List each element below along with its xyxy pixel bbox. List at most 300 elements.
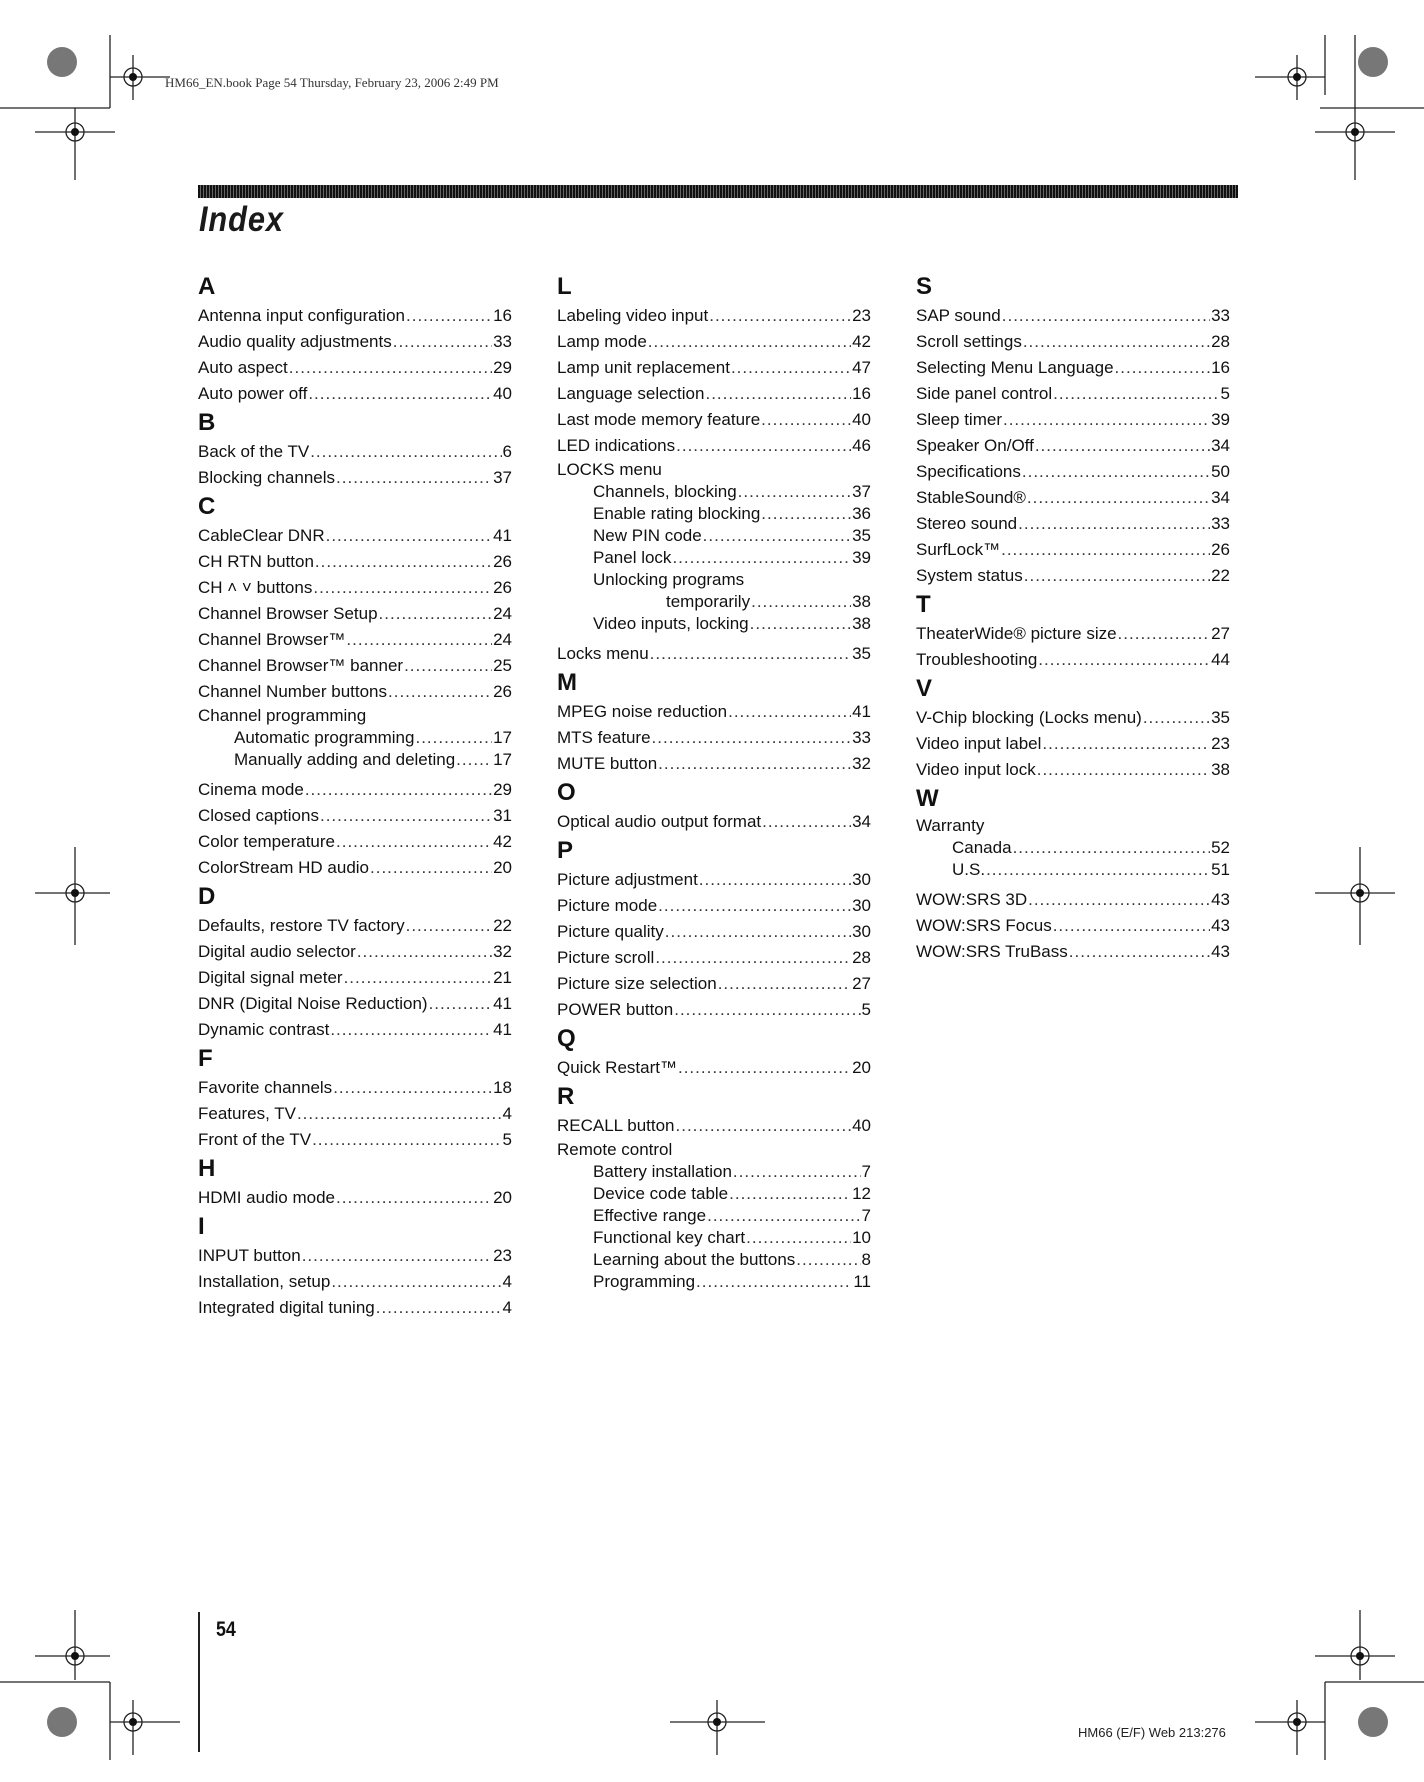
entry-page: 34: [852, 812, 871, 831]
entry-page: 5: [1220, 384, 1230, 403]
dot-leader: [762, 809, 851, 835]
dot-leader: [705, 381, 851, 407]
entry-page: 41: [493, 526, 512, 545]
index-entry: [916, 621, 1230, 647]
entry-text: Defaults, restore TV factory: [198, 916, 405, 935]
entry-text: Automatic programming: [234, 728, 415, 747]
entry-text: Picture size selection: [557, 974, 717, 993]
dot-leader: [761, 503, 851, 525]
entry-text: Installation, setup: [198, 1272, 331, 1291]
entry-page: 30: [852, 870, 871, 889]
index-entry: [198, 1295, 512, 1321]
index-entry: [916, 563, 1230, 589]
section-letter: V: [916, 675, 933, 702]
index-entry: [557, 893, 871, 919]
entry-page: 35: [1211, 708, 1230, 727]
dot-leader: [376, 1295, 502, 1321]
section-letter: O: [557, 779, 576, 806]
dot-leader: [1118, 621, 1211, 647]
dot-leader: [289, 355, 492, 381]
entry-page: 43: [1211, 890, 1230, 909]
entry-text: New PIN code: [593, 526, 702, 545]
dot-leader: [305, 777, 492, 803]
index-entry: [557, 945, 871, 971]
entry-page: 37: [493, 468, 512, 487]
entry-text: temporarily: [666, 592, 751, 611]
dot-leader: [336, 1185, 492, 1211]
index-subentry: [557, 569, 871, 591]
dot-leader: [346, 627, 492, 653]
entry-page: 33: [1211, 514, 1230, 533]
entry-page: 25: [493, 656, 512, 675]
entry-page: 44: [1211, 650, 1230, 669]
index-column-2: [557, 271, 871, 1299]
entry-text: Video input lock: [916, 760, 1036, 779]
entry-page: 4: [502, 1298, 512, 1317]
dot-leader: [648, 329, 851, 355]
section-letter: T: [916, 591, 931, 618]
index-entry: [557, 381, 871, 407]
entry-page: 17: [493, 728, 512, 747]
entry-page: 4: [502, 1104, 512, 1123]
entry-text: Video inputs, locking: [593, 614, 749, 633]
entry-page: 39: [1211, 410, 1230, 429]
entry-page: 20: [493, 858, 512, 877]
entry-text: Integrated digital tuning: [198, 1298, 375, 1317]
index-entry: [198, 1185, 512, 1211]
index-entry: [557, 1113, 871, 1139]
index-subentry: [557, 525, 871, 547]
index-subentry: [557, 1183, 871, 1205]
index-entry: [916, 355, 1230, 381]
print-header: HM66_EN.book Page 54 Thursday, February 23, 2006 2:49 PM: [165, 75, 499, 90]
entry-text: U.S.: [952, 860, 986, 879]
entry-text: MTS feature: [557, 728, 651, 747]
dot-leader: [655, 945, 851, 971]
index-subentry: [557, 1205, 871, 1227]
index-entry: [557, 1055, 871, 1081]
dot-leader: [652, 725, 852, 751]
entry-text: Troubleshooting: [916, 650, 1038, 669]
index-column-1: [198, 271, 512, 1321]
entry-page: 43: [1211, 916, 1230, 935]
index-entry: [198, 523, 512, 549]
index-subentry: [557, 1161, 871, 1183]
index-entry: [557, 751, 871, 777]
entry-page: 18: [493, 1078, 512, 1097]
section-letter: H: [198, 1155, 216, 1182]
entry-page: 35: [852, 526, 871, 545]
entry-page: 27: [852, 974, 871, 993]
index-subentry: [557, 503, 871, 525]
entry-text: Blocking channels: [198, 468, 336, 487]
entry-text: System status: [916, 566, 1023, 585]
entry-page: 47: [852, 358, 871, 377]
index-entry: [198, 777, 512, 803]
entry-text: Functional key chart: [593, 1228, 746, 1247]
entry-text: Last mode memory feature: [557, 410, 761, 429]
section-letter: B: [198, 409, 216, 436]
index-entry: [916, 381, 1230, 407]
index-entry: [198, 439, 512, 465]
index-entry: [916, 407, 1230, 433]
entry-page: 29: [493, 780, 512, 799]
dot-leader: [393, 329, 492, 355]
entry-text: Channel Browser™: [198, 630, 346, 649]
index-column-3: [916, 271, 1230, 965]
entry-text: Digital signal meter: [198, 968, 343, 987]
entry-page: 41: [852, 702, 871, 721]
dot-leader: [676, 433, 851, 459]
dot-leader: [699, 867, 851, 893]
entry-text: Optical audio output format: [557, 812, 762, 831]
entry-page: 26: [493, 578, 512, 597]
entry-text: Selecting Menu Language: [916, 358, 1114, 377]
entry-page: 32: [493, 942, 512, 961]
entry-page: 38: [1211, 760, 1230, 779]
entry-text: Learning about the buttons: [593, 1250, 796, 1269]
index-entry: [198, 627, 512, 653]
entry-page: 21: [493, 968, 512, 987]
index-subentry: [557, 1249, 871, 1271]
index-entry: [198, 939, 512, 965]
entry-text: WOW:SRS Focus: [916, 916, 1052, 935]
entry-text: Canada: [952, 838, 1012, 857]
entry-text: Channel Number buttons: [198, 682, 388, 701]
index-subentry: [198, 727, 512, 749]
index-entry: [916, 537, 1230, 563]
dot-leader: [678, 1055, 851, 1081]
entry-text: Auto power off: [198, 384, 308, 403]
dot-leader: [429, 991, 493, 1017]
dot-leader: [658, 751, 851, 777]
index-entry: [916, 433, 1230, 459]
dot-leader: [1027, 485, 1210, 511]
section-letter: W: [916, 785, 939, 812]
entry-text: Audio quality adjustments: [198, 332, 392, 351]
dot-leader: [357, 939, 492, 965]
dot-leader: [1023, 329, 1210, 355]
entry-text: Picture adjustment: [557, 870, 698, 889]
index-entry: [198, 1127, 512, 1153]
entry-text: V-Chip blocking (Locks menu): [916, 708, 1142, 727]
entry-text: INPUT button: [198, 1246, 301, 1265]
dot-leader: [336, 829, 492, 855]
dot-leader: [1024, 563, 1210, 589]
entry-page: 38: [852, 592, 871, 611]
entry-text: Auto aspect: [198, 358, 288, 377]
entry-text: Device code table: [593, 1184, 729, 1203]
index-entry: [198, 355, 512, 381]
page-title: Index: [199, 200, 284, 239]
entry-page: 10: [852, 1228, 871, 1247]
entry-text: Stereo sound: [916, 514, 1018, 533]
entry-text: Specifications: [916, 462, 1021, 481]
dot-leader: [1022, 459, 1210, 485]
index-entry-heading: Warranty: [916, 816, 985, 835]
entry-text: Channel Browser™ banner: [198, 656, 404, 675]
entry-text: Channel Browser Setup: [198, 604, 378, 623]
entry-page: 43: [1211, 942, 1230, 961]
entry-text: Cinema mode: [198, 780, 304, 799]
dot-leader: [406, 303, 492, 329]
entry-page: 36: [852, 504, 871, 523]
dot-leader: [388, 679, 492, 705]
entry-page: 42: [493, 832, 512, 851]
entry-text: Antenna input configuration: [198, 306, 405, 325]
dot-leader: [1013, 837, 1211, 859]
entry-page: 37: [852, 482, 871, 501]
entry-page: 34: [1211, 488, 1230, 507]
index-entry: [916, 913, 1230, 939]
entry-page: 35: [852, 644, 871, 663]
entry-page: 24: [493, 604, 512, 623]
entry-page: 26: [493, 552, 512, 571]
entry-page: 40: [852, 410, 871, 429]
entry-page: 42: [852, 332, 871, 351]
index-entry: [198, 549, 512, 575]
entry-text: RECALL button: [557, 1116, 675, 1135]
dot-leader: [1038, 647, 1210, 673]
dot-leader: [1143, 705, 1210, 731]
entry-page: 31: [493, 806, 512, 825]
entry-text: Programming: [593, 1272, 696, 1291]
entry-text: Channels, blocking: [593, 482, 737, 501]
entry-page: 41: [493, 1020, 512, 1039]
entry-text: ColorStream HD audio: [198, 858, 370, 877]
dot-leader: [709, 303, 851, 329]
dot-leader: [751, 591, 851, 613]
dot-leader: [733, 1161, 861, 1183]
entry-text: DNR (Digital Noise Reduction): [198, 994, 428, 1013]
entry-text: Color temperature: [198, 832, 336, 851]
index-subentry: [557, 613, 871, 635]
entry-page: 40: [852, 1116, 871, 1135]
entry-page: 30: [852, 922, 871, 941]
index-entry: [916, 511, 1230, 537]
dot-leader: [1028, 887, 1210, 913]
index-subentry: [557, 1227, 871, 1249]
index-entry: [198, 653, 512, 679]
index-entry: [198, 465, 512, 491]
entry-text: Favorite channels: [198, 1078, 333, 1097]
dot-leader: [672, 547, 851, 569]
index-entry: [557, 699, 871, 725]
entry-text: LED indications: [557, 436, 676, 455]
entry-page: 7: [861, 1162, 871, 1181]
dot-leader: [310, 439, 501, 465]
section-letter: Q: [557, 1025, 576, 1052]
page-number-rule: [198, 1612, 200, 1752]
entry-text: TheaterWide® picture size: [916, 624, 1117, 643]
dot-leader: [336, 465, 492, 491]
dot-leader: [1069, 939, 1210, 965]
entry-text: Picture quality: [557, 922, 664, 941]
entry-page: 52: [1211, 838, 1230, 857]
entry-page: 32: [852, 754, 871, 773]
page-number: 54: [216, 1618, 236, 1641]
section-letter: F: [198, 1045, 213, 1072]
entry-text: Side panel control: [916, 384, 1053, 403]
index-entry: [916, 329, 1230, 355]
dot-leader: [297, 1101, 502, 1127]
index-entry: [198, 991, 512, 1017]
dot-leader: [415, 727, 492, 749]
dot-leader: [738, 481, 851, 503]
entry-text: WOW:SRS TruBass: [916, 942, 1068, 961]
index-entry: [198, 855, 512, 881]
section-letter: C: [198, 493, 216, 520]
index-entry: [916, 459, 1230, 485]
entry-text: Lamp unit replacement: [557, 358, 730, 377]
entry-page: 23: [493, 1246, 512, 1265]
entry-text: CableClear DNR: [198, 526, 325, 545]
dot-leader: [331, 1269, 501, 1295]
index-entry: [198, 803, 512, 829]
index-entry: [198, 1017, 512, 1043]
section-letter: I: [198, 1213, 205, 1240]
index-entry: [557, 867, 871, 893]
dot-leader: [344, 965, 493, 991]
dot-leader: [728, 699, 851, 725]
entry-page: 16: [493, 306, 512, 325]
dot-leader: [333, 1075, 492, 1101]
dot-leader: [302, 1243, 492, 1269]
entry-page: 20: [852, 1058, 871, 1077]
entry-page: 22: [1211, 566, 1230, 585]
dot-leader: [1115, 355, 1211, 381]
dot-leader: [676, 1113, 852, 1139]
dot-leader: [674, 997, 860, 1023]
entry-page: 28: [852, 948, 871, 967]
entry-text: Dynamic contrast: [198, 1020, 330, 1039]
index-entry-heading: LOCKS menu: [557, 460, 662, 479]
index-entry: [198, 1243, 512, 1269]
dot-leader: [986, 859, 1210, 881]
index-subentry: [557, 1271, 871, 1293]
entry-text: WOW:SRS 3D: [916, 890, 1028, 909]
entry-text: Picture scroll: [557, 948, 655, 967]
dot-leader: [1053, 381, 1219, 407]
entry-text: Closed captions: [198, 806, 319, 825]
entry-text: Labeling video input: [557, 306, 709, 325]
entry-text: MUTE button: [557, 754, 658, 773]
dot-leader: [1003, 407, 1210, 433]
index-entry: [198, 381, 512, 407]
entry-page: 23: [1211, 734, 1230, 753]
entry-text: Scroll settings: [916, 332, 1022, 351]
entry-page: 4: [502, 1272, 512, 1291]
entry-text: CH ˄ ˅ buttons: [198, 578, 313, 597]
entry-page: 33: [1211, 306, 1230, 325]
dot-leader: [1002, 303, 1210, 329]
dot-leader: [1018, 511, 1210, 537]
dot-leader: [658, 893, 851, 919]
entry-page: 26: [1211, 540, 1230, 559]
index-entry: [916, 303, 1230, 329]
section-letter: M: [557, 669, 577, 696]
index-entry: [198, 601, 512, 627]
index-entry: [198, 679, 512, 705]
dot-leader: [703, 525, 851, 547]
entry-page: 33: [493, 332, 512, 351]
entry-page: 5: [502, 1130, 512, 1149]
entry-text: Front of the TV: [198, 1130, 312, 1149]
dot-leader: [761, 407, 851, 433]
index-subentry: [198, 749, 512, 771]
entry-page: 50: [1211, 462, 1230, 481]
entry-text: Battery installation: [593, 1162, 732, 1181]
entry-page: 38: [852, 614, 871, 633]
dot-leader: [1001, 537, 1210, 563]
entry-page: 12: [852, 1184, 871, 1203]
entry-page: 8: [861, 1250, 871, 1269]
entry-page: 39: [852, 548, 871, 567]
entry-text: Back of the TV: [198, 442, 310, 461]
entry-page: 6: [502, 442, 512, 461]
index-entry: [916, 485, 1230, 511]
index-entry: [198, 329, 512, 355]
entry-page: 26: [493, 682, 512, 701]
index-entry: [557, 809, 871, 835]
index-subentry: [557, 547, 871, 569]
index-entry: [916, 887, 1230, 913]
index-entry: [557, 919, 871, 945]
index-entry: [198, 965, 512, 991]
index-entry: [198, 1075, 512, 1101]
entry-text: Digital audio selector: [198, 942, 356, 961]
index-entry: [557, 997, 871, 1023]
entry-page: 41: [493, 994, 512, 1013]
entry-text: HDMI audio mode: [198, 1188, 336, 1207]
entry-page: 20: [493, 1188, 512, 1207]
entry-text: Unlocking programs: [593, 570, 745, 589]
entry-page: 46: [852, 436, 871, 455]
index-entry: [557, 433, 871, 459]
dot-leader: [707, 1205, 860, 1227]
index-entry: [557, 725, 871, 751]
dot-leader: [746, 1227, 851, 1249]
entry-page: 7: [861, 1206, 871, 1225]
dot-leader: [665, 919, 851, 945]
entry-page: 51: [1211, 860, 1230, 879]
dot-leader: [1042, 731, 1210, 757]
index-entry: [557, 329, 871, 355]
dot-leader: [696, 1271, 852, 1293]
entry-text: SAP sound: [916, 306, 1001, 325]
index-entry: [557, 355, 871, 381]
index-entry: [198, 829, 512, 855]
dot-leader: [330, 1017, 492, 1043]
section-letter: A: [198, 273, 216, 300]
section-letter: P: [557, 837, 574, 864]
entry-page: 11: [853, 1272, 871, 1291]
section-letter: D: [198, 883, 216, 910]
entry-text: Language selection: [557, 384, 705, 403]
entry-text: Enable rating blocking: [593, 504, 761, 523]
index-subentry: [916, 837, 1230, 859]
dot-leader: [1035, 433, 1210, 459]
dot-leader: [326, 523, 492, 549]
dot-leader: [370, 855, 492, 881]
section-letter: R: [557, 1083, 575, 1110]
entry-page: 24: [493, 630, 512, 649]
index-entry-heading: Channel programming: [198, 706, 367, 725]
entry-text: POWER button: [557, 1000, 674, 1019]
entry-text: Picture mode: [557, 896, 658, 915]
index-entry: [916, 757, 1230, 783]
index-entry-heading: Remote control: [557, 1140, 673, 1159]
